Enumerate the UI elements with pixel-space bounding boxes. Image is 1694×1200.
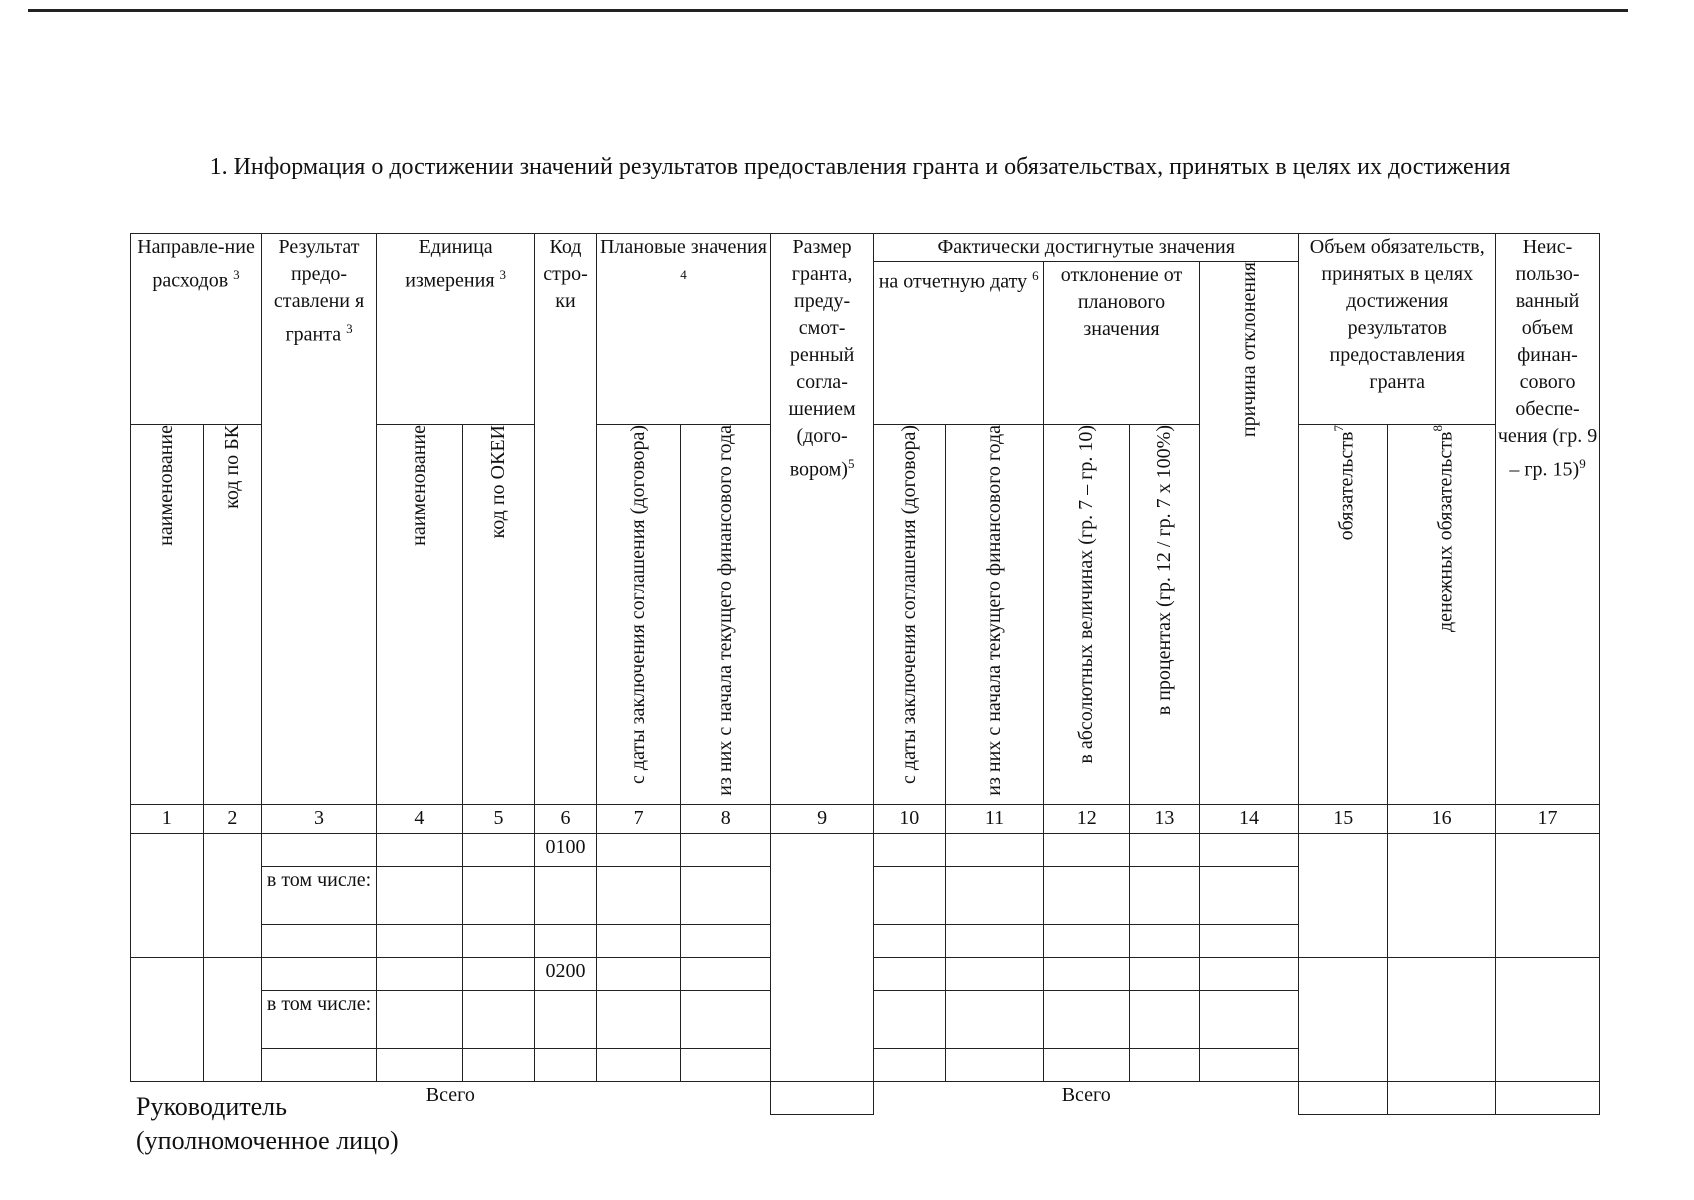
col-num: 1 [131, 804, 204, 833]
header-pct: в процентах (гр. 12 / гр. 7 х 100%) [1130, 425, 1200, 805]
cell[interactable] [376, 990, 462, 1048]
col-num: 7 [596, 804, 681, 833]
cell[interactable] [596, 866, 681, 924]
header-bk-code: код по БК [203, 425, 261, 805]
cell[interactable] [1199, 1048, 1299, 1081]
row-including-label: в том числе: [262, 990, 377, 1048]
cell[interactable] [376, 957, 462, 990]
col-num: 13 [1130, 804, 1200, 833]
total-commitments[interactable] [1299, 1081, 1388, 1114]
cell[interactable] [462, 924, 535, 957]
cell[interactable] [873, 924, 945, 957]
header-money: денежных обязательств$^8$ [1388, 425, 1496, 805]
cell[interactable] [1130, 924, 1200, 957]
col-num: 9 [771, 804, 874, 833]
cell[interactable] [1199, 833, 1299, 866]
cell[interactable] [376, 866, 462, 924]
cell[interactable] [1044, 866, 1130, 924]
cell[interactable] [596, 990, 681, 1048]
cell[interactable] [873, 866, 945, 924]
header-abs: в абсолютных величинах (гр. 7 – гр. 10) [1044, 425, 1130, 805]
col-num: 4 [376, 804, 462, 833]
cell[interactable] [376, 924, 462, 957]
col-num: 15 [1299, 804, 1388, 833]
cell[interactable] [596, 833, 681, 866]
cell-unused[interactable] [1496, 957, 1600, 1081]
cell[interactable] [1130, 833, 1200, 866]
col-num: 16 [1388, 804, 1496, 833]
cell[interactable] [462, 833, 535, 866]
cell[interactable] [873, 957, 945, 990]
header-name: наименование [131, 425, 204, 805]
header-row-top [131, 234, 1600, 262]
cell[interactable] [945, 924, 1044, 957]
cell[interactable] [945, 1048, 1044, 1081]
cell[interactable] [945, 866, 1044, 924]
row-including-label: в том числе: [262, 866, 377, 924]
cell[interactable] [462, 1048, 535, 1081]
col-num: 11 [945, 804, 1044, 833]
cell[interactable] [945, 990, 1044, 1048]
cell[interactable] [596, 1048, 681, 1081]
cell[interactable] [376, 1048, 462, 1081]
header-direction: Направле-ние расходов $^3$ [131, 234, 262, 425]
cell-money[interactable] [1388, 957, 1496, 1081]
signature-role: Руководитель [136, 1092, 287, 1121]
cell-grant-size[interactable] [771, 833, 874, 1081]
col-num: 2 [203, 804, 261, 833]
cell[interactable] [535, 1048, 596, 1081]
col-num: 6 [535, 804, 596, 833]
cell[interactable] [873, 833, 945, 866]
col-num: 17 [1496, 804, 1600, 833]
cell-commitments[interactable] [1299, 957, 1388, 1081]
header-grant-size: Размер гранта, преду-смот-ренный согла-шением (дого-вором)$^5$ [771, 234, 874, 805]
col-num: 8 [681, 804, 771, 833]
header-obligations: Объем обязательств, принятых в целях достижения результатов предоставления гранта [1299, 234, 1496, 425]
cell[interactable] [681, 866, 771, 924]
cell[interactable] [681, 957, 771, 990]
header-okei: код по ОКЕИ [462, 425, 535, 805]
header-actual: Фактически достигнутые значения [873, 234, 1298, 262]
cell[interactable] [262, 833, 377, 866]
cell-direction-name[interactable] [131, 957, 204, 1081]
header-on-date: на отчетную дату $^6$ [873, 262, 1043, 425]
top-rule [28, 9, 1628, 12]
cell[interactable] [681, 1048, 771, 1081]
table-row [131, 833, 1600, 866]
cell[interactable] [1199, 866, 1299, 924]
cell[interactable] [462, 957, 535, 990]
cell[interactable] [681, 833, 771, 866]
row-code: 0100 [535, 833, 596, 866]
header-plan-from-year: из них с начала текущего финансового года [681, 425, 771, 805]
cell[interactable] [462, 866, 535, 924]
row-code: 0200 [535, 957, 596, 990]
cell[interactable] [873, 1048, 945, 1081]
cell[interactable] [535, 866, 596, 924]
cell[interactable] [262, 957, 377, 990]
header-commitments: обязательств$^7$ [1299, 425, 1388, 805]
cell[interactable] [681, 924, 771, 957]
cell[interactable] [1044, 990, 1130, 1048]
header-fact-from-contract: с даты заключения соглашения (договора) [873, 425, 945, 805]
total-label-left: Всего [425, 1083, 475, 1106]
cell[interactable] [1044, 1048, 1130, 1081]
col-num: 12 [1044, 804, 1130, 833]
cell[interactable] [1044, 924, 1130, 957]
cell[interactable] [1130, 1048, 1200, 1081]
cell[interactable] [262, 1048, 377, 1081]
cell[interactable] [462, 990, 535, 1048]
header-plan-from-contract: с даты заключения соглашения (договора) [596, 425, 681, 805]
cell[interactable] [262, 924, 377, 957]
total-grant-size[interactable] [771, 1081, 874, 1114]
header-unit-name: наименование [376, 425, 462, 805]
cell[interactable] [945, 833, 1044, 866]
total-money[interactable] [1388, 1081, 1496, 1114]
col-num: 10 [873, 804, 945, 833]
cell[interactable] [1130, 990, 1200, 1048]
signature-note: (уполномоченное лицо) [136, 1126, 399, 1155]
cell-direction-name[interactable] [131, 833, 204, 957]
cell-money[interactable] [1388, 833, 1496, 957]
col-num: 14 [1199, 804, 1299, 833]
cell-bk-code[interactable] [203, 833, 261, 957]
signature-block [136, 1090, 399, 1158]
cell-commitments[interactable] [1299, 833, 1388, 957]
col-num: 5 [462, 804, 535, 833]
header-fact-from-year: из них с начала текущего финансового года [945, 425, 1044, 805]
cell[interactable] [945, 957, 1044, 990]
header-code: Код стро-ки [535, 234, 596, 805]
section-title: 1. Информация о достижении значений результатов предоставления гранта и обязательствах, принятых в целях их достижения [209, 154, 1511, 180]
header-result: Результат предо-ставлени я гранта $^3$ [262, 234, 377, 805]
cell[interactable] [1044, 957, 1130, 990]
cell[interactable] [596, 924, 681, 957]
cell[interactable] [1044, 833, 1130, 866]
cell[interactable] [873, 990, 945, 1048]
cell[interactable] [376, 833, 462, 866]
cell[interactable] [681, 990, 771, 1048]
column-number-row [131, 804, 1600, 833]
cell[interactable] [535, 990, 596, 1048]
cell[interactable] [1199, 990, 1299, 1048]
cell[interactable] [535, 924, 596, 957]
header-planned: Плановые значения $^4$ [596, 234, 770, 425]
report-table [130, 233, 1600, 1115]
header-unused: Неис-пользо-ванный объем финан-сового обеспе-чения (гр. 9 – гр. 15)$^9$ [1496, 234, 1600, 805]
cell[interactable] [596, 957, 681, 990]
header-deviation: отклонение от планового значения [1044, 262, 1199, 425]
cell-unused[interactable] [1496, 833, 1600, 957]
cell-bk-code[interactable] [203, 957, 261, 1081]
col-num: 3 [262, 804, 377, 833]
header-unit: Единица измерения $^3$ [376, 234, 534, 425]
total-label-right: Всего [1061, 1083, 1111, 1106]
cell[interactable] [1130, 957, 1200, 990]
cell[interactable] [1199, 957, 1299, 990]
total-unused[interactable] [1496, 1081, 1600, 1114]
cell[interactable] [1130, 866, 1200, 924]
cell[interactable] [1199, 924, 1299, 957]
header-reason: причина отклонения [1199, 262, 1299, 805]
